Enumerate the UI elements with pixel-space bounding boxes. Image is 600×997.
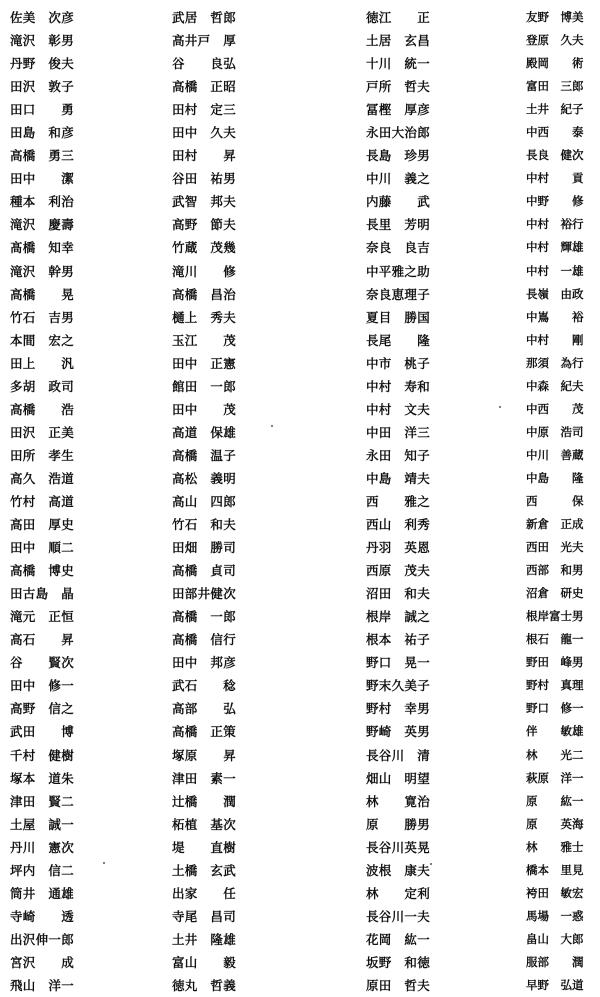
name-entry: 坂野 和徳 <box>366 954 431 970</box>
scan-speck <box>430 863 432 865</box>
name-entry: 田沢 敦子 <box>10 79 75 95</box>
name-entry: 野崎 英男 <box>366 724 431 740</box>
name-entry: 花岡 紘一 <box>366 931 431 947</box>
name-entry: 戸所 哲夫 <box>366 79 431 95</box>
name-entry: 中島 靖夫 <box>366 470 431 486</box>
name-entry: 中西 茂 <box>526 401 584 416</box>
name-entry: 高野 信之 <box>10 701 75 717</box>
name-entry: 高橋 温子 <box>172 447 237 463</box>
name-entry: 林 光二 <box>526 747 584 762</box>
name-entry: 高橋 一郎 <box>172 609 237 625</box>
name-entry: 原田 哲夫 <box>366 977 431 993</box>
name-entry: 野村 幸男 <box>366 701 431 717</box>
name-entry: 佐美 次彦 <box>10 10 75 25</box>
name-entry: 西 雅之 <box>366 493 431 509</box>
name-entry: 田畑 勝司 <box>172 540 237 556</box>
name-entry: 長尾 隆 <box>366 332 431 348</box>
name-entry: 高井戸 厚 <box>172 33 237 49</box>
name-entry: 早野 弘道 <box>526 977 584 992</box>
name-entry: 高橋 博史 <box>10 563 75 579</box>
name-entry: 高橋 勇三 <box>10 148 75 164</box>
name-entry: 堤 直樹 <box>172 839 237 855</box>
name-entry: 中村 寿和 <box>366 378 431 394</box>
name-entry: 根岸 誠之 <box>366 609 431 625</box>
name-entry: 田所 孝生 <box>10 447 75 463</box>
name-entry: 武石 稔 <box>172 678 237 694</box>
name-column-1 <box>10 6 138 997</box>
name-entry: 西田 光夫 <box>526 540 584 555</box>
name-entry: 髙橋 知幸 <box>10 240 75 256</box>
name-entry: 高橋 浩 <box>10 401 75 417</box>
name-entry: 野口 修一 <box>526 701 584 716</box>
name-entry: 滝川 修 <box>172 263 237 279</box>
name-entry: 永田大治郎 <box>366 125 431 141</box>
name-entry: 徳丸 哲義 <box>172 977 237 993</box>
name-entry: 中村 剛 <box>526 332 584 347</box>
name-entry: 林 雅士 <box>526 839 584 854</box>
name-entry: 武居 哲郎 <box>172 10 237 25</box>
name-entry: 畠山 大郎 <box>526 931 584 946</box>
name-entry: 長谷川英晃 <box>366 839 431 855</box>
name-entry: 長良 健次 <box>526 148 584 163</box>
name-entry: 田上 汎 <box>10 355 75 371</box>
name-entry: 服部 潤 <box>526 954 584 969</box>
name-entry: 田中 順二 <box>10 540 75 556</box>
name-entry: 田村 定三 <box>172 102 237 118</box>
scan-speck <box>271 425 273 427</box>
name-entry: 伴 敏雄 <box>526 724 584 739</box>
name-entry: 玉江 茂 <box>172 332 237 348</box>
name-entry: 武田 博 <box>10 724 75 740</box>
name-entry: 根石 龍一 <box>526 632 584 647</box>
name-entry: 冨樫 厚彦 <box>366 102 431 118</box>
name-entry: 高久 浩道 <box>10 470 75 486</box>
name-entry: 高橋 正策 <box>172 724 237 740</box>
name-entry: 高道 保雄 <box>172 424 237 440</box>
name-entry: 丹羽 英恩 <box>366 540 431 556</box>
name-entry: 土屋 誠一 <box>10 816 75 832</box>
name-entry: 田古島 晶 <box>10 586 75 602</box>
name-entry: 西部 和男 <box>526 563 584 578</box>
name-entry: 殿岡 術 <box>526 56 584 71</box>
name-entry: 辻橋 潤 <box>172 793 237 809</box>
name-entry: 丹川 憲次 <box>10 839 75 855</box>
name-entry: 谷田 祐男 <box>172 171 237 187</box>
name-entry: 富山 毅 <box>172 954 237 970</box>
name-entry: 高橋 晃 <box>10 286 75 302</box>
name-entry: 土井 隆雄 <box>172 931 237 947</box>
name-entry: 奈良恵理子 <box>366 286 431 302</box>
name-entry: 樋上 秀夫 <box>172 309 237 325</box>
name-entry: 中村 裕行 <box>526 217 584 232</box>
name-entry: 中村 一雄 <box>526 263 584 278</box>
name-entry: 田中 久夫 <box>172 125 237 141</box>
name-entry: 田中 邦彦 <box>172 655 237 671</box>
name-entry: 竹村 高道 <box>10 493 75 509</box>
name-entry: 高石 昇 <box>10 632 75 648</box>
name-entry: 原 勝男 <box>366 816 431 832</box>
name-entry: 飛山 洋一 <box>10 977 75 993</box>
name-entry: 丹野 俊夫 <box>10 56 75 72</box>
name-entry: 田沢 正美 <box>10 424 75 440</box>
name-entry: 橋本 里見 <box>526 862 584 877</box>
name-entry: 田島 和彦 <box>10 125 75 141</box>
name-entry: 馬場 一惑 <box>526 908 584 923</box>
name-entry: 高部 弘 <box>172 701 237 717</box>
name-entry: 高橋 昌治 <box>172 286 237 302</box>
name-entry: 田部井健次 <box>172 586 237 602</box>
name-entry: 塚原 昇 <box>172 747 237 763</box>
name-entry: 中平雅之助 <box>366 263 431 279</box>
name-entry: 滝元 正恒 <box>10 609 75 625</box>
name-entry: 中村 文夫 <box>366 401 431 417</box>
name-entry: 出沢伸一郎 <box>10 931 75 947</box>
name-entry: 西原 茂夫 <box>366 563 431 579</box>
scan-speck <box>103 862 105 864</box>
name-entry: 宮沢 成 <box>10 954 75 970</box>
name-entry: 登原 久夫 <box>526 33 584 48</box>
name-entry: 竹蔵 茂幾 <box>172 240 237 256</box>
name-entry: 高野 節夫 <box>172 217 237 233</box>
name-entry: 中川 善蔵 <box>526 447 584 462</box>
name-entry: 沼倉 研史 <box>526 586 584 601</box>
name-entry: 高橋 信行 <box>172 632 237 648</box>
name-entry: 新倉 正成 <box>526 517 584 532</box>
name-entry: 土橋 玄武 <box>172 862 237 878</box>
name-entry: 塚本 道朱 <box>10 770 75 786</box>
name-entry: 徳江 正 <box>366 10 431 25</box>
name-entry: 柘植 基次 <box>172 816 237 832</box>
name-entry: 高橋 正昭 <box>172 79 237 95</box>
name-entry: 田中 修一 <box>10 678 75 694</box>
name-entry: 中西 泰 <box>526 125 584 140</box>
name-entry: 高橋 貞司 <box>172 563 237 579</box>
name-entry: 十川 統一 <box>366 56 431 72</box>
name-entry: 西山 利秀 <box>366 517 431 533</box>
name-entry: 竹石 和夫 <box>172 517 237 533</box>
name-entry: 野村 真理 <box>526 678 584 693</box>
name-entry: 滝沢 慶壽 <box>10 217 75 233</box>
name-entry: 夏目 勝国 <box>366 309 431 325</box>
name-entry: 中村 輝雄 <box>526 240 584 255</box>
name-entry: 高山 四郎 <box>172 493 237 509</box>
name-entry: 滝沢 幹男 <box>10 263 75 279</box>
name-entry: 野口 晃一 <box>366 655 431 671</box>
name-entry: 谷 良弘 <box>172 56 237 72</box>
name-entry: 寺崎 透 <box>10 908 75 924</box>
name-entry: 高松 義明 <box>172 470 237 486</box>
name-entry: 根本 祐子 <box>366 632 431 648</box>
name-entry: 竹石 吉男 <box>10 309 75 325</box>
name-entry: 長嶺 由政 <box>526 286 584 301</box>
name-entry: 中島 隆 <box>526 470 584 485</box>
name-column-2 <box>172 6 302 997</box>
name-entry: 津田 素一 <box>172 770 237 786</box>
name-entry: 西 保 <box>526 493 584 508</box>
name-entry: 中田 洋三 <box>366 424 431 440</box>
name-entry: 種本 利治 <box>10 194 75 210</box>
name-column-3 <box>366 6 502 997</box>
name-entry: 野末久美子 <box>366 678 431 694</box>
name-entry: 多胡 政司 <box>10 378 75 394</box>
name-entry: 富田 三郎 <box>526 79 584 94</box>
name-entry: 長谷川 清 <box>366 747 431 763</box>
name-entry: 原 英海 <box>526 816 584 831</box>
name-entry: 畑山 明望 <box>366 770 431 786</box>
name-entry: 田中 茂 <box>172 401 237 417</box>
name-entry: 本間 宏之 <box>10 332 75 348</box>
name-entry: 武智 邦夫 <box>172 194 237 210</box>
name-entry: 田中 正憲 <box>172 355 237 371</box>
name-entry: 館田 一郎 <box>172 378 237 394</box>
name-entry: 林 定利 <box>366 885 431 901</box>
name-entry: 長里 芳明 <box>366 217 431 233</box>
name-entry: 袴田 敏宏 <box>526 885 584 900</box>
name-entry: 長島 珍男 <box>366 148 431 164</box>
name-entry: 出家 任 <box>172 885 237 901</box>
name-entry: 中川 義之 <box>366 171 431 187</box>
name-entry: 谷 賢次 <box>10 655 75 671</box>
name-entry: 滝沢 彰男 <box>10 33 75 49</box>
scan-speck <box>499 406 501 408</box>
name-entry: 坪内 信二 <box>10 862 75 878</box>
name-entry: 林 寛治 <box>366 793 431 809</box>
name-entry: 原 紘一 <box>526 793 584 808</box>
name-entry: 千村 健樹 <box>10 747 75 763</box>
name-entry: 寺尾 昌司 <box>172 908 237 924</box>
name-entry: 土井 紀子 <box>526 102 584 117</box>
name-entry: 長谷川一夫 <box>366 908 431 924</box>
name-entry: 萩原 洋一 <box>526 770 584 785</box>
name-entry: 筒井 通雄 <box>10 885 75 901</box>
name-entry: 内藤 武 <box>366 194 431 210</box>
name-entry: 永田 知子 <box>366 447 431 463</box>
name-entry: 津田 賢二 <box>10 793 75 809</box>
name-entry: 田中 潔 <box>10 171 75 187</box>
name-entry: 田村 昇 <box>172 148 237 164</box>
name-entry: 田口 勇 <box>10 102 75 118</box>
name-entry: 波根 康夫 <box>366 862 431 878</box>
name-entry: 中市 桃子 <box>366 355 431 371</box>
name-entry: 中森 紀夫 <box>526 378 584 393</box>
name-column-4 <box>526 6 598 997</box>
name-entry: 沼田 和夫 <box>366 586 431 602</box>
name-entry: 中村 貢 <box>526 171 584 186</box>
name-entry: 那須 為行 <box>526 355 584 370</box>
name-entry: 中嶌 裕 <box>526 309 584 324</box>
name-entry: 野田 峰男 <box>526 655 584 670</box>
name-entry: 奈良 良吉 <box>366 240 431 256</box>
name-entry: 土居 玄昌 <box>366 33 431 49</box>
name-entry: 根岸富士男 <box>526 609 584 624</box>
name-entry: 友野 博美 <box>526 10 584 24</box>
name-entry: 高田 厚史 <box>10 517 75 533</box>
name-entry: 中野 修 <box>526 194 584 209</box>
name-entry: 中原 浩司 <box>526 424 584 439</box>
